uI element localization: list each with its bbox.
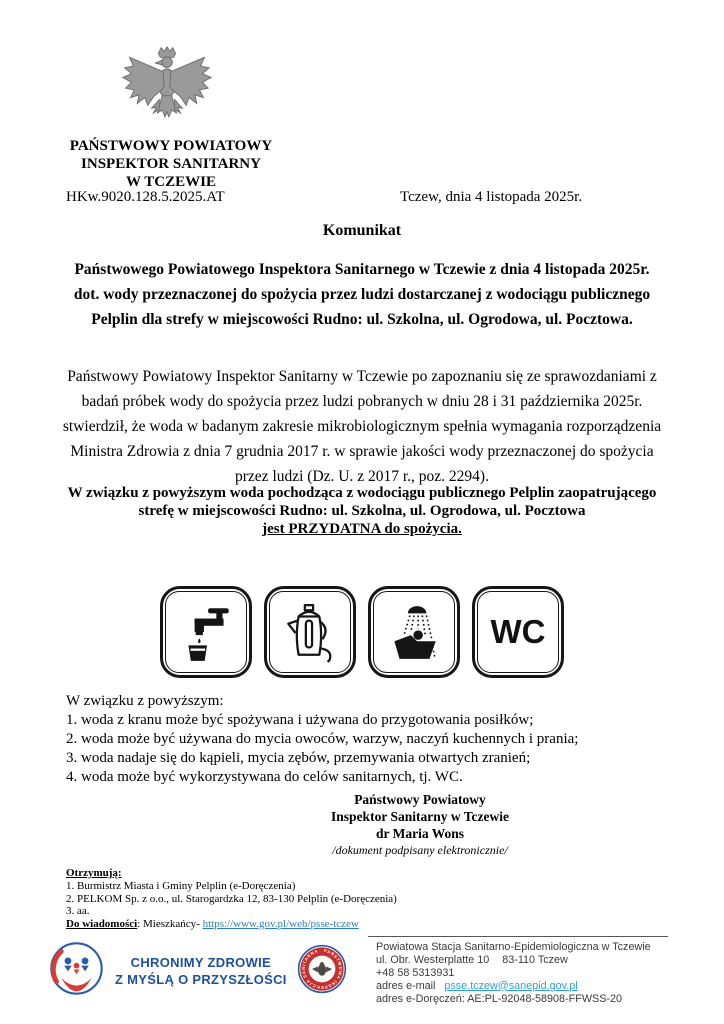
reference-number: HKw.9020.128.5.2025.AT	[66, 189, 225, 205]
psse-tczew-link[interactable]: https://www.gov.pl/web/psse-tczew	[202, 918, 359, 931]
wc-icon	[472, 586, 564, 678]
family-health-logo-icon	[48, 940, 105, 1002]
station-email-line	[376, 980, 686, 993]
signature-name: dr Maria Wons	[375, 826, 464, 841]
body-paragraph: Państwowy Powiatowy Inspektor Sanitarny w Tczewie po zapoznaniu się ze sprawozdaniami z badań próbek wody do spożycia przez ludzi pobranych w dniu 28 i 31 października 2025r. stwierdził, że woda w badanym zakresie mikrobiologicznym spełnia wymagania rozporządzenia Ministra Zdrowia z dnia 7 grudnia 2017 r. w sprawie jakości wody przeznaczonej do spożycia przez ludzi (Dz. U. z 2017 r., poz. 2294).	[62, 368, 662, 485]
slogan-line1: CHRONIMY ZDROWIE	[130, 955, 272, 970]
station-address	[376, 954, 686, 967]
distribution-item: 3. aa.	[66, 905, 90, 918]
distribution-item: 1. Burmistrz Miasta i Gminy Pelplin (e-Doręczenia)	[66, 879, 296, 892]
tap-water-icon	[160, 586, 252, 678]
email-link[interactable]: psse.tczew@sanepid.gov.pl	[444, 979, 578, 992]
station-street: ul. Obr. Westerplatte 10	[376, 953, 490, 966]
usage-item: 3. woda nadaje się do kąpieli, mycia zębów, przemywania otwartych zranień;	[66, 750, 531, 766]
station-edelivery: adres e-Doręczeń: AE:PL-92048-58908-FFWSS-20	[376, 992, 623, 1005]
org-name	[60, 137, 282, 191]
org-name-line1: PAŃSTWOWY POWIATOWY	[69, 138, 273, 154]
usage-item: 1. woda z kranu może być spożywana i używana do przygotowania posiłków;	[66, 712, 534, 728]
footer-branding	[48, 940, 347, 1002]
contact-block	[376, 941, 686, 1006]
public-info-line	[66, 918, 626, 931]
document-date: Tczew, dnia 4 listopada 2025r.	[400, 189, 583, 205]
org-name-line3: W TCZEWIE	[126, 174, 216, 190]
station-phone: +48 58 5313931	[376, 966, 455, 979]
distribution-item: 2. PELKOM Sp. z o.o., ul. Starogardzka 12, 83-130 Pelplin (e-Doręczenia)	[66, 892, 397, 905]
electronic-signature-note: /dokument podpisany elektronicznie/	[332, 843, 508, 857]
signature-org-line1: Państwowy Powiatowy	[354, 792, 486, 807]
wc-label: WC	[490, 613, 546, 650]
polish-eagle-emblem-icon	[118, 44, 214, 134]
distribution-list	[66, 867, 626, 931]
kettle-icon	[264, 586, 356, 678]
usage-item: 2. woda może być używana do mycia owoców, warzyw, naczyń kuchennych i prania;	[66, 731, 579, 747]
bathing-icon	[368, 586, 460, 678]
document-title: Komunikat	[322, 222, 402, 239]
slogan	[115, 954, 287, 988]
public-info-label: Do wiadomości	[66, 918, 138, 931]
public-info-text: : Mieszkańcy-	[137, 918, 203, 931]
usage-intro: W związku z powyższym:	[66, 693, 224, 709]
org-name-line2: INSPEKTOR SANITARNY	[81, 156, 261, 172]
svg-text:PAŃSTWOWA INSPEKCJA SANITARNA: PAŃSTWOWA INSPEKCJA SANITARNA	[300, 947, 343, 990]
usage-item: 4. woda może być wykorzystywana do celów sanitarnych, tj. WC.	[66, 769, 463, 785]
subject-paragraph: Państwowego Powiatowego Inspektora Sanitarnego w Tczewie z dnia 4 listopada 2025r. dot. wody przeznaczonej do spożycia przez ludzi dostarczanej z wodociągu publicznego Pelplin dla strefy w miejscowości Rudno: ul. Szkolna, ul. Ogrodowa, ul. Pocztowa.	[73, 261, 651, 328]
sanitary-inspection-badge-icon	[297, 944, 347, 999]
station-city: 83-110 Tczew	[502, 953, 568, 966]
footer-divider	[368, 936, 668, 937]
usage-list	[66, 692, 666, 787]
distribution-heading: Otrzymują:	[66, 867, 122, 879]
signature-block	[310, 791, 530, 858]
conclusion-paragraph	[60, 484, 664, 538]
signature-org-line2: Inspektor Sanitarny w Tczewie	[331, 809, 509, 824]
verdict-line: jest PRZYDATNA do spożycia.	[262, 521, 462, 537]
email-label: adres e-mail	[376, 979, 436, 992]
pictogram-row	[0, 586, 724, 678]
conclusion-text: W związku z powyższym woda pochodząca z wodociągu publicznego Pelplin zaopatrującego strefę w miejscowości Rudno: ul. Szkolna, ul. Ogrodowa, ul. Pocztowa	[67, 485, 657, 519]
station-name: Powiatowa Stacja Sanitarno-Epidemiologiczna w Tczewie	[376, 941, 651, 953]
slogan-line2: Z MYŚLĄ O PRZYSZŁOŚCI	[115, 972, 287, 987]
